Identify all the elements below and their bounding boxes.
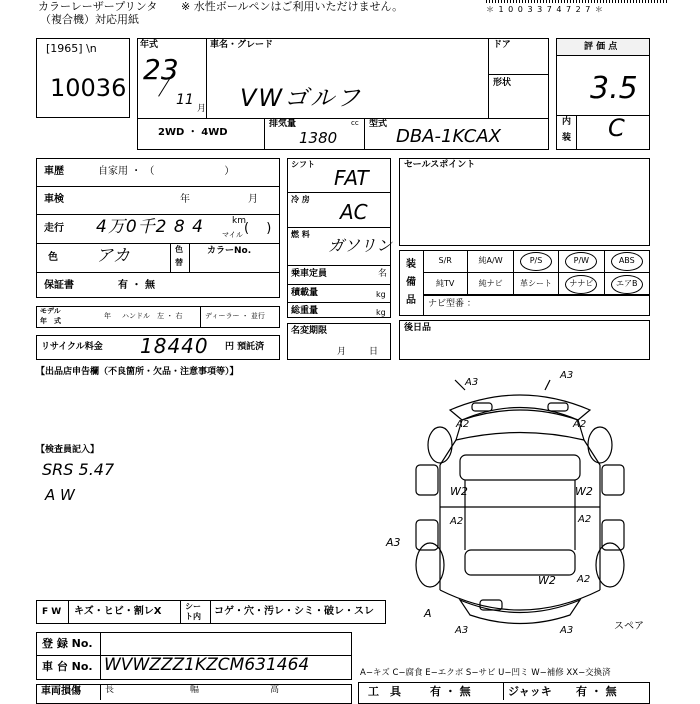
score-label: 評 価 点 — [584, 42, 618, 52]
color-label: 色 — [48, 252, 58, 263]
shape-label: 形状 — [493, 78, 512, 88]
warranty-label: 保証書 — [44, 280, 74, 291]
equipment-item — [605, 250, 650, 273]
dmg-mark-7: A2 — [450, 516, 464, 527]
history-label: 車歴 — [44, 166, 64, 177]
printer-line2: （複合機）対応用紙 — [40, 13, 139, 26]
fuel-label: 燃 料 — [291, 230, 310, 239]
recycle-unit: 円 預託済 — [225, 342, 265, 352]
chassis-value: WVWZZZ1KZCM631464 — [104, 655, 310, 675]
after-box — [399, 320, 650, 360]
equipment-item — [423, 250, 468, 273]
history-value: 自家用 ・ （ ） — [98, 166, 235, 177]
recycle-value: 18440 — [140, 334, 209, 358]
ac-label: 冷 房 — [291, 195, 310, 204]
equipment-item — [514, 250, 559, 273]
inspector-line1: SRS 5.47 — [42, 460, 115, 479]
jack-label: ジャッキ — [508, 685, 552, 698]
legend-text: A−キズ C−腐食 E−エクボ S−サビ U−凹ミ W−補修 XX−交換済 — [360, 668, 611, 678]
dmg-mark-2: A3 — [560, 370, 574, 381]
inspection-year: 年 — [180, 194, 190, 205]
expiry-label: 名変期限 — [291, 326, 328, 336]
dmg-mark-12: A — [424, 607, 432, 620]
equipment-item-label: 純A/W — [478, 256, 503, 265]
capacity-unit: 名 — [378, 269, 388, 279]
warning-text: ※ 水性ボールペンはご利用いただけません。 — [181, 0, 404, 13]
equipment-item — [559, 250, 604, 273]
equipment-item-label: ABS — [618, 256, 635, 265]
damage-length: 長 — [105, 685, 115, 695]
circle-mark — [565, 275, 597, 294]
dmg-mark-14: A3 — [560, 625, 574, 636]
circle-mark — [520, 252, 552, 271]
equipment-item-label: 純ナビ — [478, 278, 503, 288]
equipment-label-1: 装 — [406, 259, 416, 270]
tools-label: 工 具 — [368, 685, 401, 698]
color-no-label: カラーNo. — [207, 246, 252, 256]
barcode-number: ＊ 1 0 0 3 3 7 4 7 2 7 ＊ — [486, 5, 604, 14]
equipment-item — [514, 273, 559, 296]
load-label: 積載量 — [291, 288, 319, 298]
mileage-unit-km: km — [232, 216, 246, 226]
load-unit: kg — [376, 290, 386, 299]
spare-label: スペア — [614, 621, 644, 632]
year-label: 年式 — [140, 40, 159, 50]
mileage-unit-mile: マイル — [222, 231, 243, 239]
model-year-handle: ハンドル 左 ・ 右 — [122, 312, 183, 320]
equipment-item-label: 革シート — [519, 278, 552, 288]
damage-height: 高 — [270, 685, 280, 695]
displacement-value: 1380 — [299, 129, 338, 147]
gross-label: 総重量 — [291, 306, 319, 316]
drive-label: 2WD ・ 4WD — [158, 127, 228, 138]
equipment-item-label: S/R — [438, 256, 452, 265]
dmg-mark-1: A3 — [465, 377, 479, 388]
circle-mark — [565, 252, 597, 271]
barcode — [486, 0, 668, 3]
lot-code: [1965] \n — [46, 42, 97, 55]
model-value: DBA-1KCAX — [396, 126, 502, 147]
color-change-label-2: 替 — [175, 258, 183, 267]
color-value: アカ — [96, 246, 130, 266]
equipment-label-2: 備 — [406, 277, 416, 288]
shift-label: シフト — [291, 160, 315, 169]
name-label: 車名・グレード — [210, 40, 274, 50]
door-label: ドア — [493, 40, 511, 50]
name-value: VWゴルフ — [240, 84, 363, 112]
ac-value: AC — [340, 200, 368, 224]
capacity-label: 乗車定員 — [291, 269, 328, 279]
model-year-year: 年 — [104, 312, 111, 320]
equipment-item-label: エアB — [616, 278, 638, 288]
score-value: 3.5 — [590, 71, 638, 106]
mileage-paren: ( ) — [244, 221, 272, 236]
dmg-mark-11: A2 — [577, 574, 591, 585]
car-diagram — [400, 370, 640, 640]
dmg-mark-8: A2 — [578, 514, 592, 525]
fw-items: キズ・ヒビ・割レX — [74, 606, 162, 617]
damage-width: 幅 — [190, 685, 200, 695]
equipment-item-label: P/S — [529, 256, 543, 265]
reg-label: 登 録 No. — [42, 637, 93, 650]
dmg-mark-5: W2 — [450, 485, 468, 498]
tools-value: 有 ・ 無 — [430, 685, 471, 698]
interior-label-1: 内 — [562, 117, 572, 127]
interior-value: C — [608, 114, 625, 142]
lot-number: 10036 — [50, 74, 127, 102]
jack-value: 有 ・ 無 — [576, 685, 617, 698]
printer-line1: カラーレーザープリンタ — [38, 0, 158, 13]
gross-unit: kg — [376, 308, 386, 317]
inspector-line2: A W — [45, 486, 75, 504]
equipment-item — [559, 273, 604, 296]
notes-label: 【出品店申告欄（不良箇所・欠品・注意事項等）】 — [36, 367, 239, 377]
navi-model: ナビ型番 ： — [428, 299, 476, 309]
expiry-month: 月 — [337, 347, 347, 357]
fw-label: F W — [42, 607, 62, 617]
displacement-label: 排気量 — [269, 119, 297, 129]
model-year-label1: モデル — [40, 307, 61, 315]
equipment-item — [468, 273, 513, 296]
model-label: 型式 — [369, 119, 388, 129]
equipment-label-3: 品 — [406, 295, 416, 306]
model-year-label2: 年 式 — [40, 317, 61, 325]
dmg-mark-9: A3 — [386, 536, 401, 549]
model-year-dealer: ディーラー ・ 並行 — [205, 312, 265, 320]
month-unit: 月 — [197, 104, 207, 114]
chassis-label: 車 台 No. — [42, 660, 93, 673]
seat-items: コゲ・穴・汚レ・シミ・破レ・スレ — [214, 606, 374, 617]
damage-label: 車両損傷 — [41, 686, 81, 697]
month-value: 11 — [176, 92, 194, 108]
equipment-item-label: ナナビ — [569, 278, 594, 288]
expiry-day: 日 — [369, 347, 379, 357]
circle-mark — [611, 275, 643, 294]
color-change-label-1: 色 — [175, 245, 183, 254]
inspection-label: 車検 — [44, 194, 64, 205]
recycle-label: リサイクル料金 — [41, 342, 103, 352]
dmg-mark-13: A3 — [455, 625, 469, 636]
equipment-item-label: 純TV — [436, 278, 455, 288]
year-value: 23 — [143, 53, 179, 86]
equipment-item — [468, 250, 513, 273]
fuel-value: ガソリン — [328, 236, 393, 255]
sales-box — [399, 158, 650, 246]
seat-label-2: ト内 — [185, 612, 201, 621]
interior-label-2: 装 — [562, 133, 572, 143]
dmg-mark-4: A2 — [573, 419, 587, 430]
inspector-label: 【検査員記入】 — [36, 445, 100, 455]
dmg-mark-3: A2 — [456, 419, 470, 430]
circle-mark — [611, 252, 643, 271]
after-label: 後日品 — [404, 323, 432, 333]
equipment-item-label: P/W — [573, 256, 590, 265]
seat-label-1: シー — [185, 602, 201, 611]
inspection-month: 月 — [248, 194, 258, 205]
equipment-item — [605, 273, 650, 296]
sales-label: セールスポイント — [404, 160, 476, 170]
equipment-item — [423, 273, 468, 296]
mileage-label: 走行 — [44, 223, 64, 234]
dmg-mark-6: W2 — [575, 485, 593, 498]
dmg-mark-10: W2 — [538, 574, 556, 587]
mileage-value: 4万0千2 8 4 — [96, 217, 204, 237]
shift-value: FAT — [334, 166, 369, 190]
warranty-value: 有 ・ 無 — [118, 280, 155, 291]
displacement-unit: cc — [351, 119, 359, 127]
